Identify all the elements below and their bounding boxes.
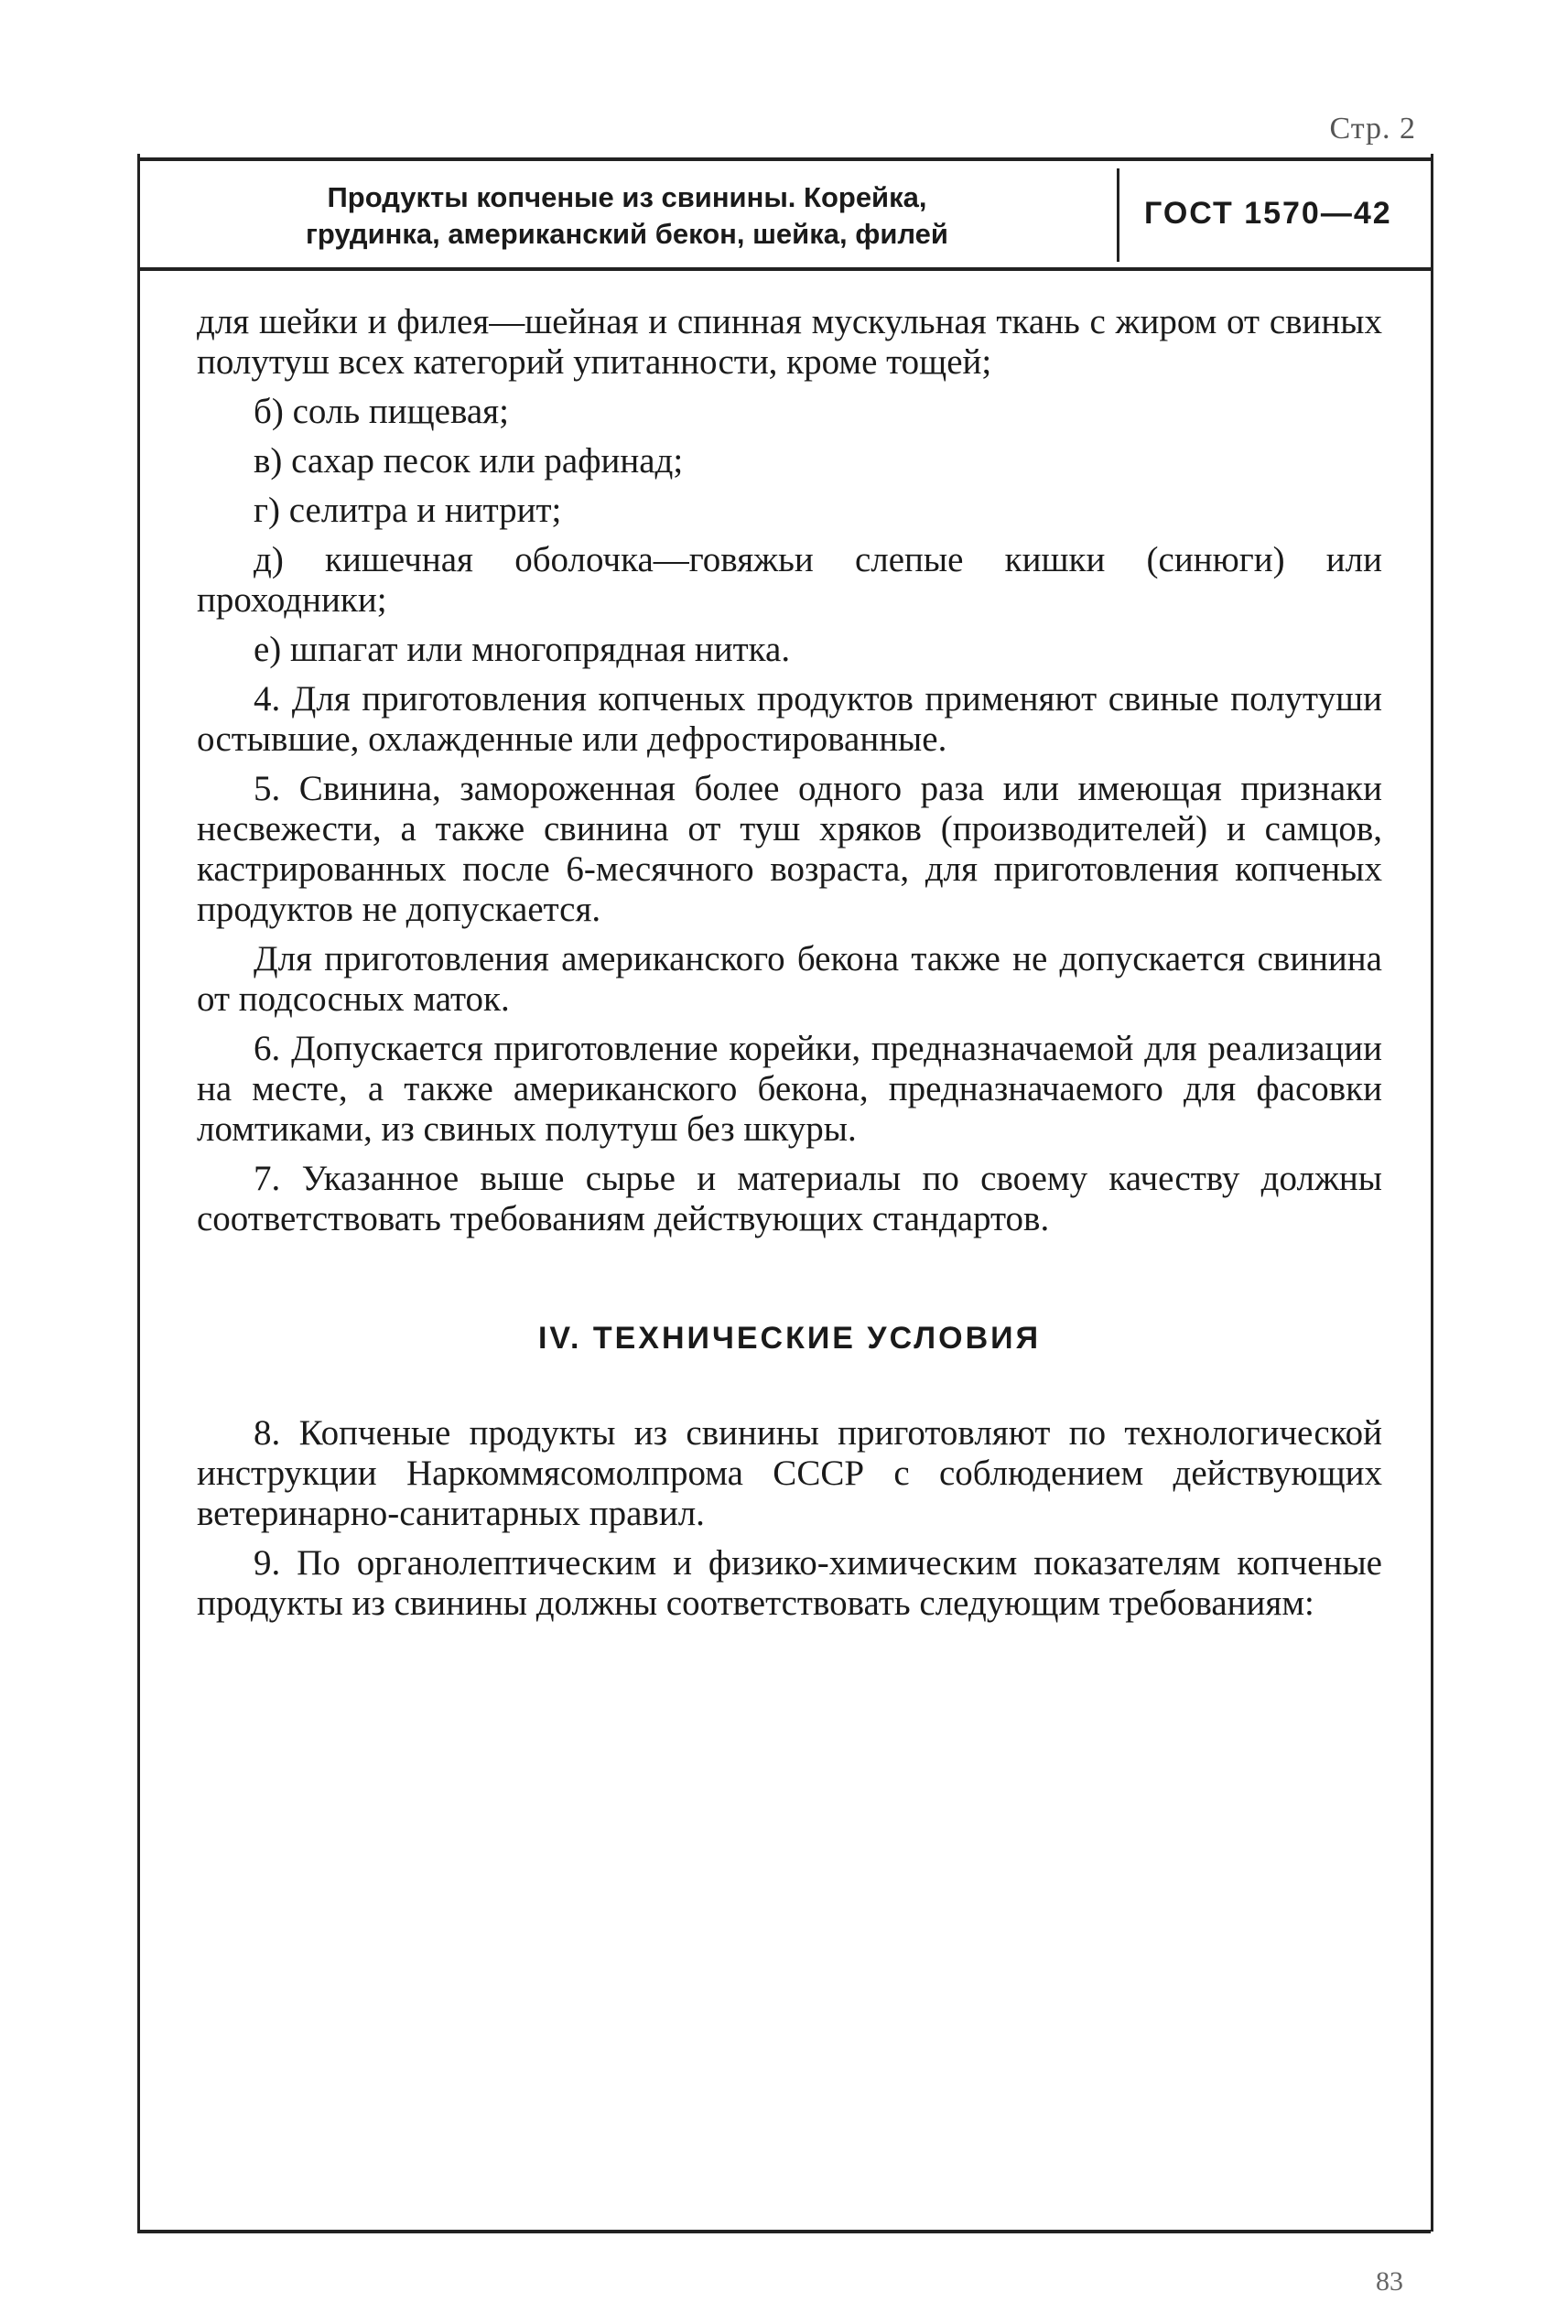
header-title-line-2: грудинка, американский бекон, шейка, филей (306, 218, 948, 250)
clause-5-note: Для приготовления американского бекона также не допускается свинина от подсосных маток. (197, 939, 1382, 1019)
clause-8: 8. Копченые продукты из свинины приготовляют по технологической инструкции Наркоммясомолпрома СССР с соблюдением действующих ветеринарно-санитарных правил. (197, 1413, 1382, 1533)
header-divider (1117, 168, 1119, 262)
list-item: д) кишечная оболочка—говяжьи слепые кишки (синюги) или проходники; (197, 540, 1382, 620)
section-heading: IV. ТЕХНИЧЕСКИЕ УСЛОВИЯ (537, 1321, 1042, 1356)
list-item: г) селитра и нитрит; (254, 491, 562, 530)
clause-4: 4. Для приготовления копченых продуктов применяют свиные полутуши остывшие, охлажденные или дефростированные. (197, 679, 1382, 759)
page-label: Стр. 2 (1329, 112, 1416, 146)
header-title-line-1: Продукты копченые из свинины. Корейка, (327, 181, 927, 213)
paragraph: для шейки и филея—шейная и спинная мускульная ткань с жиром от свиных полутуш всех категорий упитанности, кроме тощей; (197, 302, 1382, 382)
standard-code: ГОСТ 1570—42 (1144, 196, 1392, 231)
clause-5: 5. Свинина, замороженная более одного раза или имеющая признаки несвежести, а также свинина от туш хряков (производителей) и самцов, кастрированных после 6-месячного возраста, для приготовления копченых продуктов не допускается. (197, 769, 1382, 929)
clause-9: 9. По органолептическим и физико-химическим показателям копченые продукты из свинины должны соответствовать следующим требованиям: (197, 1543, 1382, 1623)
document-header (137, 157, 1431, 271)
document-body (197, 302, 1382, 1633)
list-item: б) соль пищевая; (254, 392, 509, 431)
list-item: в) сахар песок или рафинад; (254, 441, 684, 481)
list-item: е) шпагат или многопрядная нитка. (254, 630, 791, 669)
bottom-rule (137, 2230, 1431, 2233)
page-number: 83 (1376, 2266, 1403, 2297)
clause-7: 7. Указанное выше сырье и материалы по своему качеству должны соответствовать требованиям действующих стандартов. (197, 1159, 1382, 1238)
header-title (137, 179, 1117, 253)
clause-6: 6. Допускается приготовление корейки, предназначаемой для реализации на месте, а также американского бекона, предназначаемого для фасовки ломтиками, из свиных полутуш без шкуры. (197, 1029, 1382, 1149)
